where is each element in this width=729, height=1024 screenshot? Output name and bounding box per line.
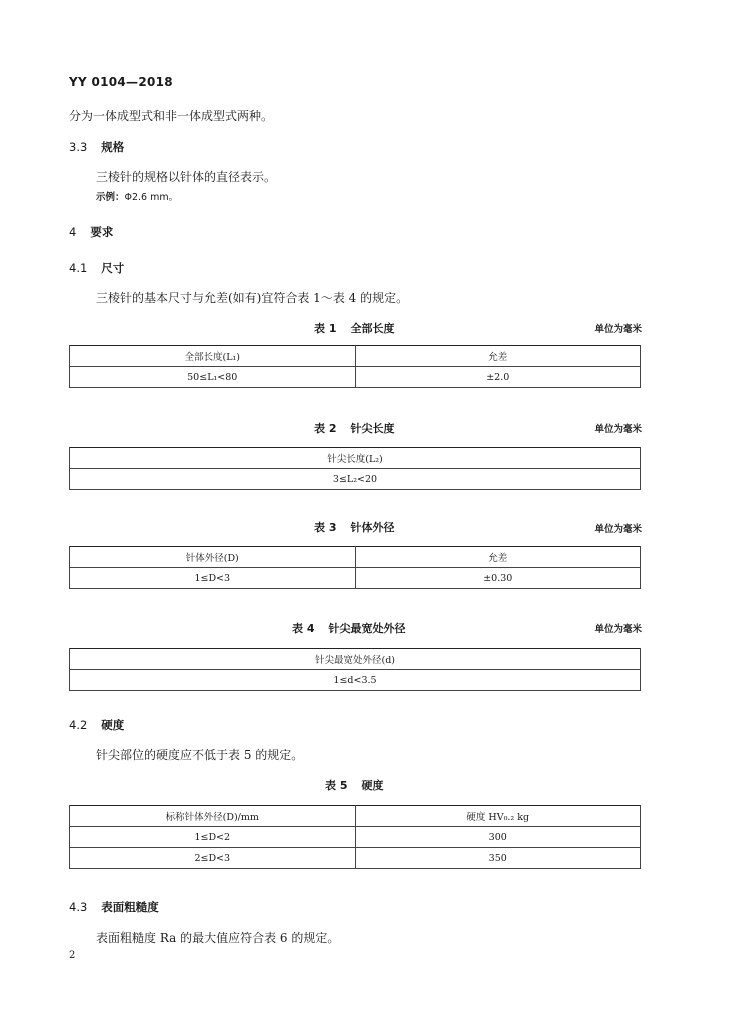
header-cell: 针尖长度(L₂): [70, 448, 641, 469]
document-header: YY 0104—2018: [69, 75, 173, 89]
section-title: 要求: [90, 225, 114, 239]
table-2: [69, 447, 641, 490]
table-title: 全部长度: [350, 322, 395, 335]
section-number: 4.2: [69, 718, 88, 732]
table-header-row: [70, 448, 641, 469]
table-cell: 50≤L₁<80: [70, 367, 356, 388]
table-2-unit: 单位为毫米: [594, 424, 642, 435]
table-title: 针尖长度: [350, 422, 395, 435]
section-4-2-paragraph: 针尖部位的硬度应不低于表 5 的规定。: [96, 748, 304, 762]
table-cell: ±2.0: [355, 367, 641, 388]
table-cell: 2≤D<3: [70, 848, 356, 869]
header-cell: 针尖最宽处外径(d): [70, 649, 641, 670]
table-number: 表 5: [325, 779, 348, 792]
table-header-row: [70, 649, 641, 670]
section-3-3-heading: [69, 139, 124, 155]
header-cell: 硬度 HV₀.₂ kg: [355, 806, 641, 827]
example-line: [96, 189, 178, 203]
table-3-unit: 单位为毫米: [594, 524, 642, 535]
table-title: 针体外径: [350, 521, 395, 534]
table-4: [69, 648, 641, 691]
table-cell: 350: [355, 848, 641, 869]
section-title: 表面粗糙度: [101, 900, 159, 914]
table-row: [70, 848, 641, 869]
section-4-3-heading: [69, 899, 159, 915]
section-4-heading: [69, 224, 113, 240]
table-number: 表 3: [314, 521, 337, 534]
example-value: Φ2.6 mm。: [124, 192, 179, 203]
table-header-row: [70, 806, 641, 827]
header-cell: 允差: [355, 547, 641, 568]
table-row: [70, 568, 641, 589]
table-3-caption: [314, 519, 394, 535]
table-row: [70, 827, 641, 848]
table-row: [70, 670, 641, 691]
section-title: 硬度: [101, 718, 125, 732]
table-row: [70, 367, 641, 388]
intro-paragraph: 分为一体成型式和非一体成型式两种。: [69, 109, 274, 123]
header-cell: 允差: [355, 346, 641, 367]
table-header-row: [70, 346, 641, 367]
table-cell: 1≤d<3.5: [70, 670, 641, 691]
table-cell: ±0.30: [355, 568, 641, 589]
table-title: 硬度: [361, 779, 384, 792]
table-cell: 1≤D<3: [70, 568, 356, 589]
section-3-3-paragraph: 三棱针的规格以针体的直径表示。: [96, 170, 277, 184]
section-number: 3.3: [69, 140, 88, 154]
table-4-unit: 单位为毫米: [594, 624, 642, 635]
table-1-unit: 单位为毫米: [594, 324, 642, 335]
table-header-row: [70, 547, 641, 568]
section-number: 4.1: [69, 261, 88, 275]
header-cell: 全部长度(L₁): [70, 346, 356, 367]
table-4-caption: [292, 620, 405, 636]
table-1-caption: [314, 320, 394, 336]
section-title: 尺寸: [101, 261, 125, 275]
section-4-2-heading: [69, 717, 124, 733]
section-4-3-paragraph: 表面粗糙度 Ra 的最大值应符合表 6 的规定。: [96, 931, 340, 945]
table-3: [69, 546, 641, 589]
table-number: 表 2: [314, 422, 337, 435]
section-4-1-heading: [69, 260, 124, 276]
table-cell: 3≤L₂<20: [70, 469, 641, 490]
section-number: 4: [69, 225, 77, 239]
section-4-1-paragraph: 三棱针的基本尺寸与允差(如有)宜符合表 1～表 4 的规定。: [96, 291, 409, 305]
page-number: 2: [69, 950, 76, 961]
section-title: 规格: [101, 140, 125, 154]
table-row: [70, 469, 641, 490]
table-5-caption: [325, 777, 383, 793]
header-cell: 针体外径(D): [70, 547, 356, 568]
table-1: [69, 345, 641, 388]
table-2-caption: [314, 420, 394, 436]
table-cell: 1≤D<2: [70, 827, 356, 848]
section-number: 4.3: [69, 900, 88, 914]
example-label: 示例：: [96, 192, 125, 203]
table-number: 表 4: [292, 622, 315, 635]
table-title: 针尖最宽处外径: [328, 622, 406, 635]
header-cell: 标称针体外径(D)/mm: [70, 806, 356, 827]
table-number: 表 1: [314, 322, 337, 335]
table-5: [69, 805, 641, 869]
table-cell: 300: [355, 827, 641, 848]
